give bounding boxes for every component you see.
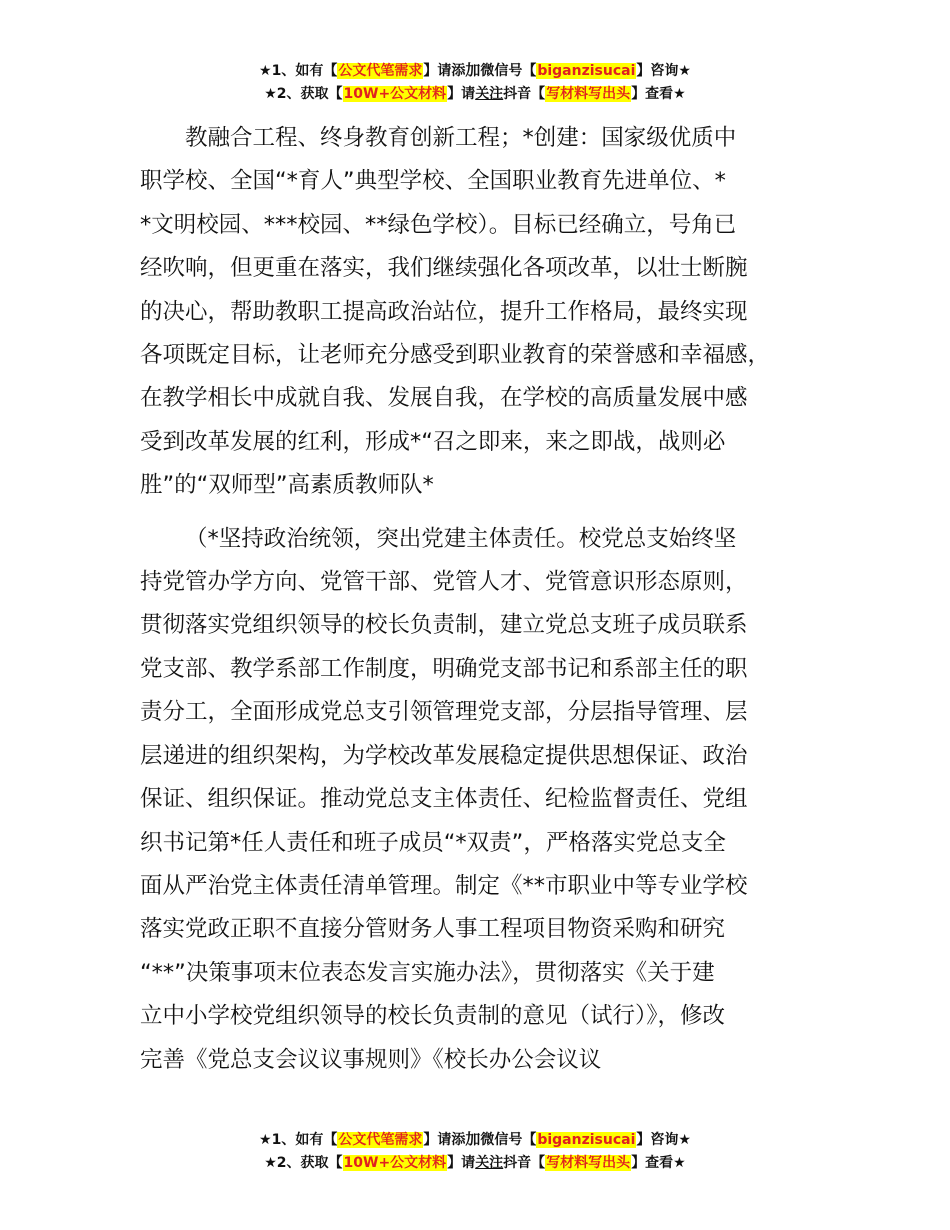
paragraph-line: 各项既定目标，让老师充分感受到职业教育的荣誉感和幸福感， [140,342,771,369]
paragraph-line: 职学校、全国“*育人”典型学校、全国职业教育先进单位、* [140,168,726,195]
paragraph-line: 受到改革发展的红利，形成*“召之即来，来之即战，战则必 [140,428,726,455]
paragraph-line: 的决心，帮助教职工提高政治站位，提升工作格局，最终实现 [140,298,748,325]
banner-text: ★1、如有【 [259,63,338,79]
banner-highlight-materials: 10W+公文材料 [343,86,447,102]
banner-line-1 [0,59,950,83]
banner-text: 关注 [475,1155,504,1171]
banner-text: 】咨询★ [636,63,691,79]
paragraph-line: *文明校园、***校园、**绿色学校）。目标已经确立，号角已 [140,211,737,238]
banner-highlight-wechat: biganzisucai [537,1132,636,1148]
header-banner [0,59,950,106]
banner-text: 】请添 [423,1132,466,1148]
document-body [140,117,835,1082]
paragraph-line: 面从严治党主体责任清单管理。制定《**市职业中等专业学校 [140,872,748,899]
paragraph-1 [140,117,835,508]
paragraph-line: “**”决策事项末位表态发言实施办法》，贯彻落实《关于建 [140,959,715,986]
banner-text: 抖音【 [503,1155,546,1171]
footer-banner [0,1128,950,1175]
banner-text: 】咨询★ [636,1132,691,1148]
banner-text: 】查看★ [631,1155,686,1171]
banner-text: 】请 [447,86,476,102]
paragraph-line: 织书记第*任人责任和班子成员“*双责”，严格落实党总支全 [140,829,726,856]
paragraph-2 [140,518,835,1082]
banner-line-1 [0,1128,950,1152]
banner-text: 】请 [447,1155,476,1171]
banner-highlight-douyin: 写材料写出头 [546,86,631,102]
paragraph-line: 完善《党总支会议议事规则》《校长办公会议议 [140,1046,602,1073]
paragraph-line: 立中小学校党组织领导的校长负责制的意见（试行）》，修改 [140,1003,726,1030]
banner-line-2 [0,83,950,106]
banner-text: 微信号【 [480,1132,537,1148]
banner-text: 关注 [475,86,504,102]
banner-highlight-materials: 10W+公文材料 [343,1155,447,1171]
paragraph-line: 保证、组织保证。推动党总支主体责任、纪检监督责任、党组 [140,786,748,813]
banner-text: 抖音【 [503,86,546,102]
paragraph-line: 贯彻落实党组织领导的校长负责制，建立党总支班子成员联系 [140,612,748,639]
paragraph-line: 在教学相长中成就自我、发展自我，在学校的高质量发展中感 [140,385,748,412]
banner-text: 】请添 [423,63,466,79]
banner-text: ★1、如有【 [259,1132,338,1148]
paragraph-line: 经吹响，但更重在落实，我们继续强化各项改革，以壮士断腕 [140,255,748,282]
banner-text: 】查看★ [631,86,686,102]
paragraph-line: 层递进的组织架构，为学校改革发展稳定提供思想保证、政治 [140,742,748,769]
paragraph-line: 持党管办学方向、党管干部、党管人才、党管意识形态原则， [140,569,748,596]
paragraph-line: 责分工，全面形成党总支引领管理党支部，分层指导管理、层 [140,699,748,726]
paragraph-line: 落实党政正职不直接分管财务人事工程项目物资采购和研究 [140,916,726,943]
paragraph-line: （*坚持政治统领，突出党建主体责任。校党总支始终坚 [185,525,737,552]
banner-text: 加 [465,1130,481,1148]
banner-text: ★2、获取【 [264,1155,343,1171]
paragraph-line: 党支部、教学系部工作制度，明确党支部书记和系部主任的职 [140,655,748,682]
banner-text: 微信号【 [480,63,537,79]
paragraph-line: 胜”的“双师型”高素质教师队* [140,472,434,499]
banner-highlight-service: 公文代笔需求 [338,1132,423,1148]
banner-line-2 [0,1152,950,1175]
banner-highlight-service: 公文代笔需求 [338,63,423,79]
banner-text: ★2、获取【 [264,86,343,102]
banner-highlight-wechat: biganzisucai [537,63,636,79]
banner-text: 加 [465,61,481,79]
banner-highlight-douyin: 写材料写出头 [546,1155,631,1171]
paragraph-line: 教融合工程、终身教育创新工程；*创建：国家级优质中 [185,125,737,151]
